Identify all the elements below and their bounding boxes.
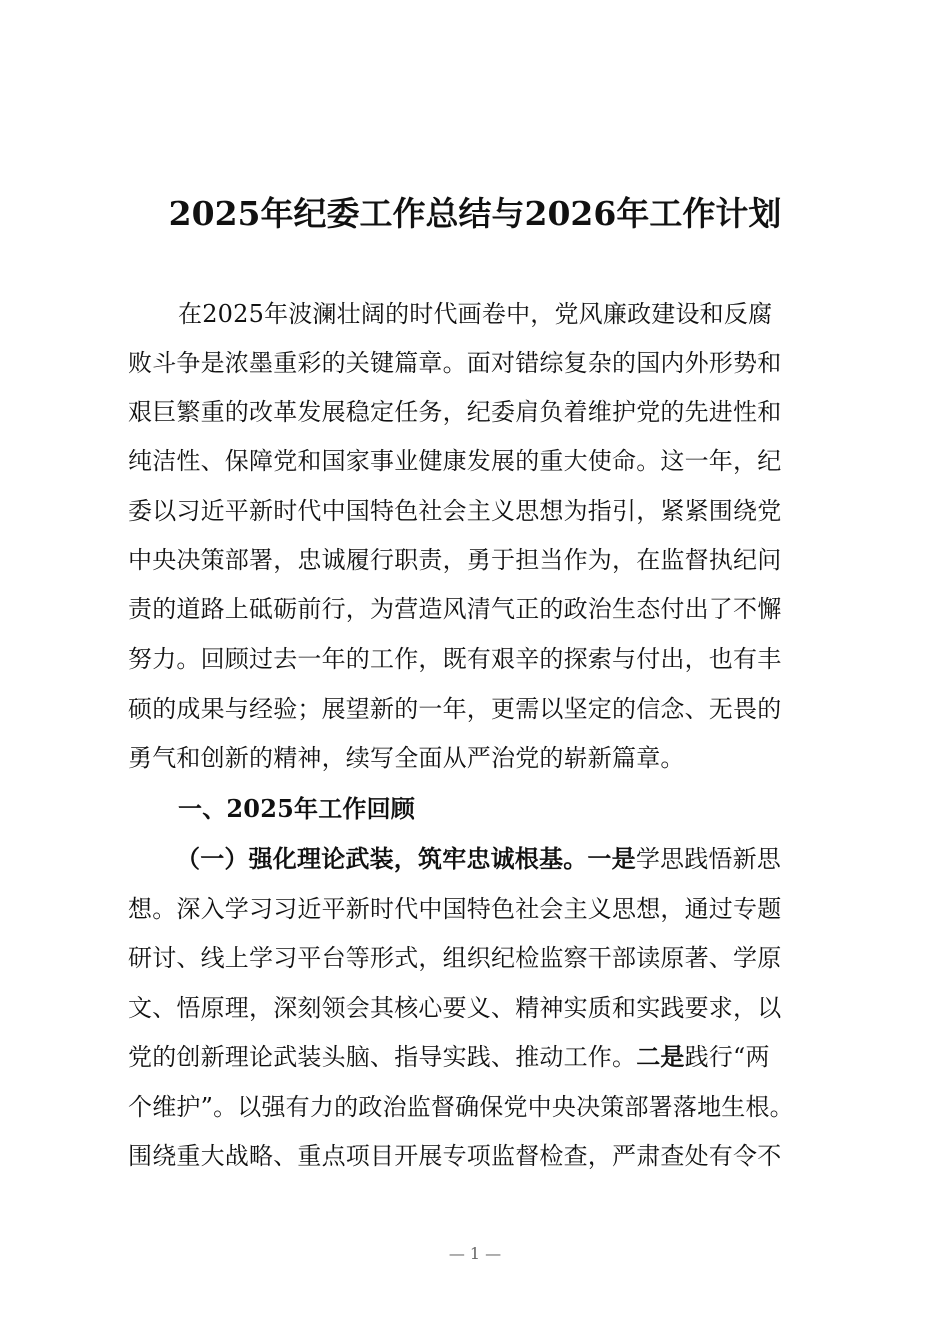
- subsection-heading: （一）强化理论武装，筑牢忠诚根基。: [176, 844, 588, 873]
- paragraph-line: 在2025年波澜壮阔的时代画卷中，党风廉政建设和反腐: [178, 300, 773, 328]
- paragraph-line: 艰巨繁重的改革发展稳定任务，纪委肩负着维护党的先进性和: [128, 398, 782, 426]
- section-heading: 一、2025年工作回顾: [178, 794, 415, 823]
- paragraph-line: 中央决策部署，忠诚履行职责，勇于担当作为，在监督执纪问: [128, 546, 782, 574]
- page-number: — 1 —: [448, 1244, 502, 1263]
- paragraph-line: 勇气和创新的精神，续写全面从严治党的崭新篇章。: [128, 744, 685, 772]
- paragraph-line: 努力。回顾过去一年的工作，既有艰辛的探索与付出，也有丰: [128, 645, 782, 673]
- paragraph-line: 纯洁性、保障党和国家事业健康发展的重大使命。这一年，纪: [128, 447, 782, 475]
- point-label: 一是: [587, 844, 636, 873]
- subsection-first-line: [176, 834, 876, 884]
- paragraph-line: 文、悟原理，深刻领会其核心要义、精神实质和实践要求，以: [128, 994, 782, 1022]
- paragraph-line: 委以习近平新时代中国特色社会主义思想为指引，紧紧围绕党: [128, 497, 782, 525]
- paragraph-line: 研讨、线上学习平台等形式，组织纪检监察干部读原著、学原: [128, 944, 782, 972]
- paragraph-line: 硕的成果与经验；展望新的一年，更需以坚定的信念、无畏的: [128, 695, 782, 723]
- paragraph-line: 个维护”。以强有力的政治监督确保党中央决策部署落地生根。: [128, 1093, 794, 1121]
- document-title: 2025年纪委工作总结与2026年工作计划: [168, 194, 782, 233]
- paragraph-line: 责的道路上砥砺前行，为营造风清气正的政治生态付出了不懈: [128, 595, 782, 623]
- point-label: 二是: [636, 1042, 685, 1071]
- paragraph-line: 败斗争是浓墨重彩的关键篇章。面对错综复杂的国内外形势和: [128, 349, 782, 377]
- line-text: 践行“两: [684, 1043, 770, 1071]
- point-text: 学思践悟新思: [635, 845, 782, 873]
- paragraph-line: 想。深入学习习近平新时代中国特色社会主义思想，通过专题: [128, 895, 782, 923]
- line-text: 党的创新理论武装头脑、指导实践、推动工作。: [128, 1043, 637, 1071]
- paragraph-line: [128, 1032, 828, 1082]
- paragraph-line: 围绕重大战略、重点项目开展专项监督检查，严肃查处有令不: [128, 1142, 782, 1170]
